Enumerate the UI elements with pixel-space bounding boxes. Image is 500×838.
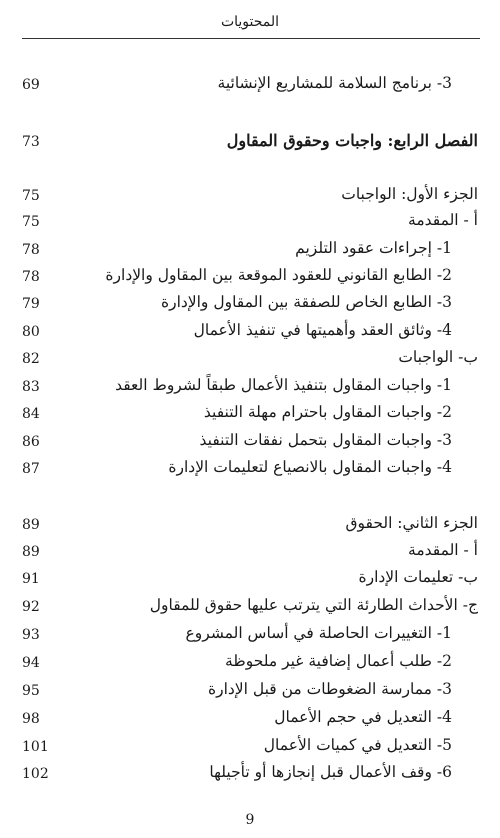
toc-entry-text: 4- وثائق العقد وأهميتها في تنفيذ الأعمال xyxy=(193,321,452,339)
toc-page-number: 75 xyxy=(22,188,40,204)
toc-entry xyxy=(0,596,500,624)
toc-entry-text: 3- واجبات المقاول بتحمل نفقات التنفيذ xyxy=(199,431,452,449)
toc-page-number: 86 xyxy=(22,434,40,450)
toc-entry-text: 3- برنامج السلامة للمشاريع الإنشائية xyxy=(217,74,452,92)
toc-page-number: 80 xyxy=(22,324,40,340)
toc-entry-text: 1- التغييرات الحاصلة في أساس المشروع xyxy=(185,624,452,642)
toc-entry-text: 4- واجبات المقاول بالانصياع لتعليمات الإدارة xyxy=(168,458,452,476)
toc-page-number: 87 xyxy=(22,461,40,477)
toc-entry-text: الجزء الأول: الواجبات xyxy=(341,185,478,203)
toc-page-number: 83 xyxy=(22,379,40,395)
toc-entry-text: الجزء الثاني: الحقوق xyxy=(345,514,478,532)
toc-page-number: 78 xyxy=(22,242,40,258)
toc-entry xyxy=(0,624,500,652)
toc-entry-text: 2- طلب أعمال إضافية غير ملحوظة xyxy=(225,652,452,670)
toc-page-number: 102 xyxy=(22,766,49,782)
toc-entry xyxy=(0,266,500,294)
page-number-footer: 9 xyxy=(245,812,255,828)
toc-page-number: 91 xyxy=(22,571,40,587)
toc-page-number: 78 xyxy=(22,269,40,285)
toc-entry xyxy=(0,239,500,267)
toc-entry-text: 1- إجراءات عقود التلزيم xyxy=(295,239,452,257)
toc-entry xyxy=(0,708,500,736)
toc-entry xyxy=(0,736,500,764)
header-divider xyxy=(22,38,480,39)
toc-page-number: 79 xyxy=(22,296,40,312)
toc-page-number: 89 xyxy=(22,544,40,560)
toc-entry xyxy=(0,568,500,596)
toc-page-number: 89 xyxy=(22,517,40,533)
toc-entry xyxy=(0,514,500,542)
toc-entry-text: أ - المقدمة xyxy=(408,211,478,229)
toc-entry xyxy=(0,652,500,680)
toc-entry-text: 3- ممارسة الضغوطات من قبل الإدارة xyxy=(207,680,452,698)
toc-entry xyxy=(0,541,500,569)
toc-entry xyxy=(0,403,500,431)
toc-entry xyxy=(0,431,500,459)
toc-page-number: 73 xyxy=(22,134,40,150)
toc-entry xyxy=(0,74,500,102)
toc-entry-text: 2- الطابع القانوني للعقود الموقعة بين المقاول والإدارة xyxy=(105,266,452,284)
toc-entry xyxy=(0,763,500,791)
toc-entry xyxy=(0,680,500,708)
toc-page-number: 94 xyxy=(22,655,40,671)
toc-entry xyxy=(0,458,500,486)
toc-entry xyxy=(0,211,500,239)
toc-page-number: 82 xyxy=(22,351,40,367)
toc-entry xyxy=(0,185,500,213)
toc-entry-text: 5- التعديل في كميات الأعمال xyxy=(263,736,452,754)
toc-page-number: 92 xyxy=(22,599,40,615)
toc-entry-text: 1- واجبات المقاول بتنفيذ الأعمال طبقاً لشروط العقد xyxy=(115,376,452,394)
page-header-title: المحتويات xyxy=(220,14,280,30)
toc-page-number: 93 xyxy=(22,627,40,643)
toc-page-number: 84 xyxy=(22,406,40,422)
toc-entry xyxy=(0,348,500,376)
toc-entry-text: أ - المقدمة xyxy=(408,541,478,559)
toc-entry-text: 3- الطابع الخاص للصفقة بين المقاول والإدارة xyxy=(160,293,452,311)
toc-page-number: 95 xyxy=(22,683,40,699)
toc-entry-text: ج- الأحداث الطارئة التي يترتب عليها حقوق للمقاول xyxy=(149,596,478,614)
toc-chapter-title: الفصل الرابع: واجبات وحقوق المقاول xyxy=(226,131,478,150)
toc-entry xyxy=(0,293,500,321)
toc-entry-text: 6- وقف الأعمال قبل إنجازها أو تأجيلها xyxy=(209,763,452,781)
toc-page-number: 75 xyxy=(22,214,40,230)
toc-chapter-entry xyxy=(0,131,500,159)
toc-page-number: 101 xyxy=(22,739,49,755)
toc-entry-text: ب- تعليمات الإدارة xyxy=(358,568,478,586)
toc-entry-text: 4- التعديل في حجم الأعمال xyxy=(274,708,452,726)
toc-page-number: 69 xyxy=(22,77,40,93)
toc-entry xyxy=(0,321,500,349)
toc-entry xyxy=(0,376,500,404)
toc-entry-text: 2- واجبات المقاول باحترام مهلة التنفيذ xyxy=(203,403,452,421)
toc-entry-text: ب- الواجبات xyxy=(398,348,478,366)
toc-page-number: 98 xyxy=(22,711,40,727)
